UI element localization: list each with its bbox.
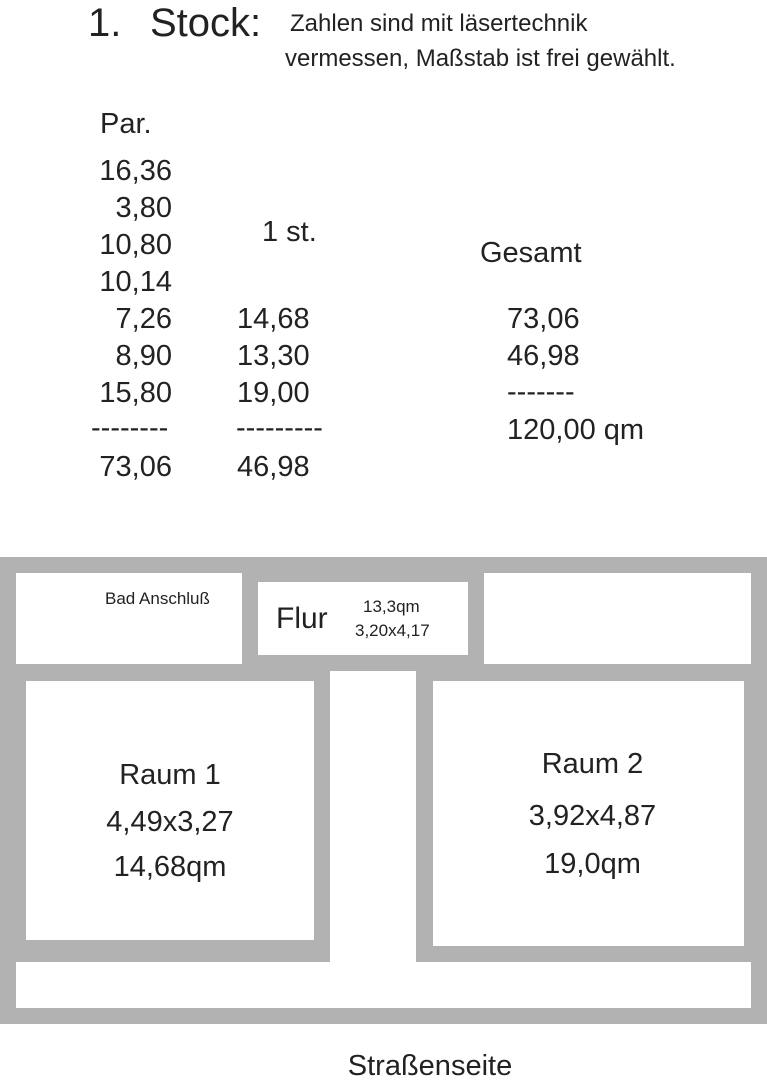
gesamt-value: 46,98 [507,340,580,372]
raum2-area: 19,0qm [544,848,641,880]
par-total: 73,06 [99,451,172,483]
raum2-label: Raum 2 [541,748,644,780]
first-floor-value: 14,68 [237,303,310,335]
measurement-note-line2: vermessen, Maßstab ist frei gewählt. [285,45,676,72]
par-heading: Par. [100,108,152,140]
par-value: 16,36 [99,155,172,187]
par-value: 10,80 [99,229,172,261]
par-value: 7,26 [115,303,172,335]
room-top-right [484,573,751,664]
room-bad [16,573,242,664]
bottom-strip [16,962,751,1008]
flur-label: Flur [276,602,328,635]
flur-area: 13,3qm [363,597,420,616]
first-floor-value: 13,30 [237,340,310,372]
measurement-note-line1: Zahlen sind mit läsertechnik [290,10,588,37]
par-value: 15,80 [99,377,172,409]
first-floor-value: 19,00 [237,377,310,409]
gesamt-total: 120,00 qm [507,414,645,446]
gesamt-separator: ------- [507,376,575,408]
raum1-label: Raum 1 [119,759,221,791]
par-value: 8,90 [115,340,172,372]
first-floor-heading: 1 st. [262,216,317,248]
raum1-dimensions: 4,49x3,27 [106,806,234,838]
street-side-label: Straßenseite [347,1050,513,1082]
corridor [330,671,416,962]
raum2-dimensions: 3,92x4,87 [528,800,657,832]
first-floor-total: 46,98 [237,451,310,483]
floor-title: Stock: [150,1,262,45]
raum1-area: 14,68qm [113,851,227,883]
par-separator: -------- [91,412,169,444]
floor-number: 1. [88,1,122,45]
par-value: 10,14 [99,266,172,298]
par-value: 3,80 [115,192,172,224]
gesamt-heading: Gesamt [480,237,582,269]
first-floor-separator: --------- [236,412,323,444]
flur-dimensions: 3,20x4,17 [355,621,430,640]
bad-label: Bad Anschluß [105,589,210,608]
gesamt-value: 73,06 [507,303,580,335]
